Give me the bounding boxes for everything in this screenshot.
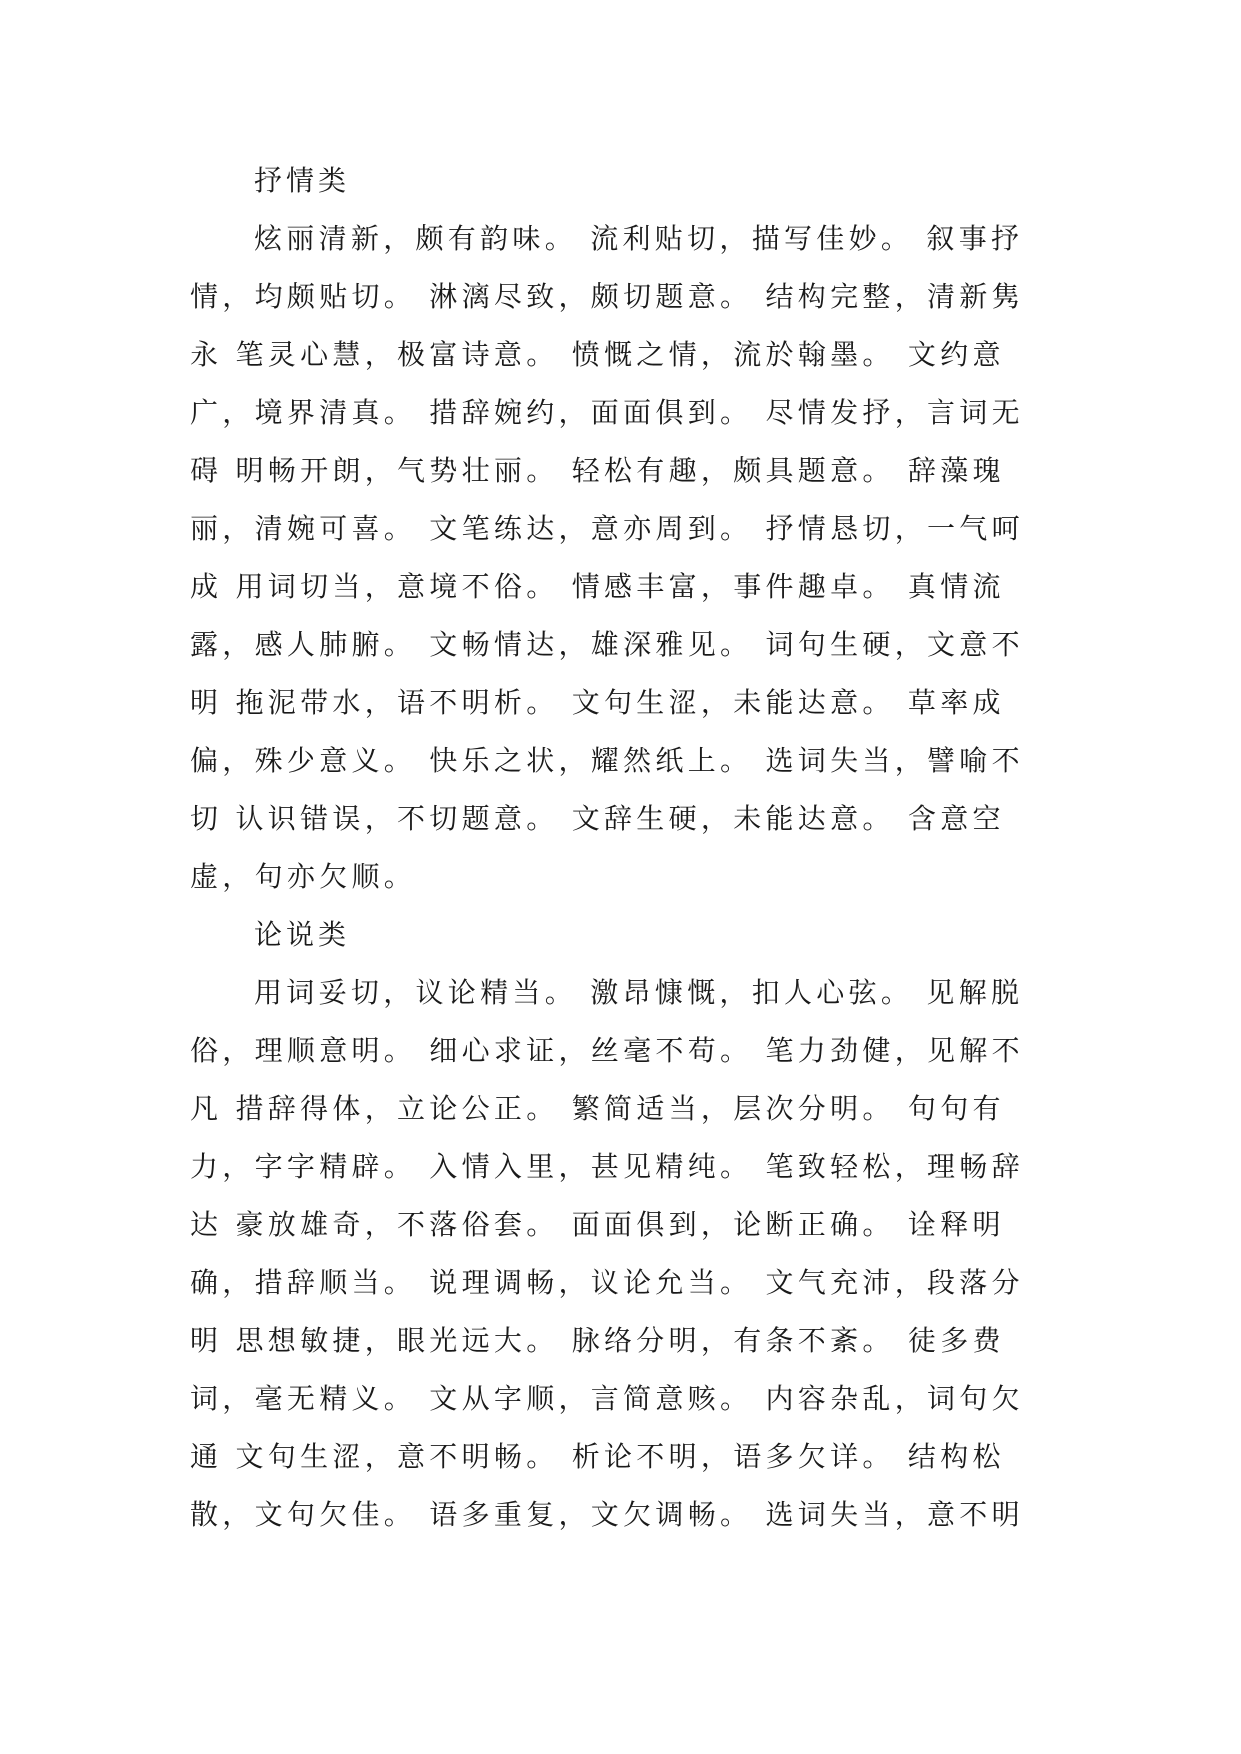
paragraph-line: 虚，句亦欠顺。	[190, 860, 417, 893]
paragraph-line: 俗，理顺意明。 细心求证，丝毫不苟。 笔力劲健，见解不	[190, 1034, 1024, 1067]
paragraph-line: 成 用词切当，意境不俗。 情感丰富，事件趣卓。 真情流	[190, 570, 1005, 603]
paragraph-line: 明 拖泥带水，语不明析。 文句生涩，未能达意。 草率成	[190, 686, 1005, 719]
paragraph-line: 切 认识错误，不切题意。 文辞生硬，未能达意。 含意空	[190, 802, 1005, 835]
paragraph-line: 通 文句生涩，意不明畅。 析论不明，语多欠详。 结构松	[190, 1440, 1005, 1473]
paragraph-line: 力，字字精辟。 入情入里，甚见精纯。 笔致轻松，理畅辞	[190, 1150, 1024, 1183]
paragraph-line: 永 笔灵心慧，极富诗意。 愤慨之情，流於翰墨。 文约意	[190, 338, 1005, 371]
paragraph-line: 丽，清婉可喜。 文笔练达，意亦周到。 抒情恳切，一气呵	[190, 512, 1024, 545]
paragraph-line: 明 思想敏捷，眼光远大。 脉络分明，有条不紊。 徒多费	[190, 1324, 1005, 1357]
paragraph-line: 散，文句欠佳。 语多重复，文欠调畅。 选词失当，意不明	[190, 1498, 1024, 1531]
section-heading-argumentative: 论说类	[254, 918, 351, 951]
paragraph-line: 情，均颇贴切。 淋漓尽致，颇切题意。 结构完整，清新隽	[190, 280, 1024, 313]
paragraph-line: 达 豪放雄奇，不落俗套。 面面俱到，论断正确。 诠释明	[190, 1208, 1005, 1241]
paragraph-line: 词，毫无精义。 文从字顺，言简意赅。 内容杂乱，词句欠	[190, 1382, 1024, 1415]
paragraph-line: 广，境界清真。 措辞婉约，面面俱到。 尽情发抒，言词无	[190, 396, 1024, 429]
paragraph-line: 凡 措辞得体，立论公正。 繁简适当，层次分明。 句句有	[190, 1092, 1005, 1125]
document-body	[190, 152, 1050, 1544]
paragraph-line: 炫丽清新，颇有韵味。 流利贴切，描写佳妙。 叙事抒	[254, 222, 1024, 255]
paragraph-line: 用词妥切，议论精当。 激昂慷慨，扣人心弦。 见解脱	[254, 976, 1024, 1009]
paragraph-line: 偏，殊少意义。 快乐之状，耀然纸上。 选词失当，譬喻不	[190, 744, 1024, 777]
paragraph-line: 确，措辞顺当。 说理调畅，议论允当。 文气充沛，段落分	[190, 1266, 1024, 1299]
section-heading-lyrical: 抒情类	[254, 164, 351, 197]
paragraph-line: 碍 明畅开朗，气势壮丽。 轻松有趣，颇具题意。 辞藻瑰	[190, 454, 1005, 487]
paragraph-line: 露，感人肺腑。 文畅情达，雄深雅见。 词句生硬，文意不	[190, 628, 1024, 661]
